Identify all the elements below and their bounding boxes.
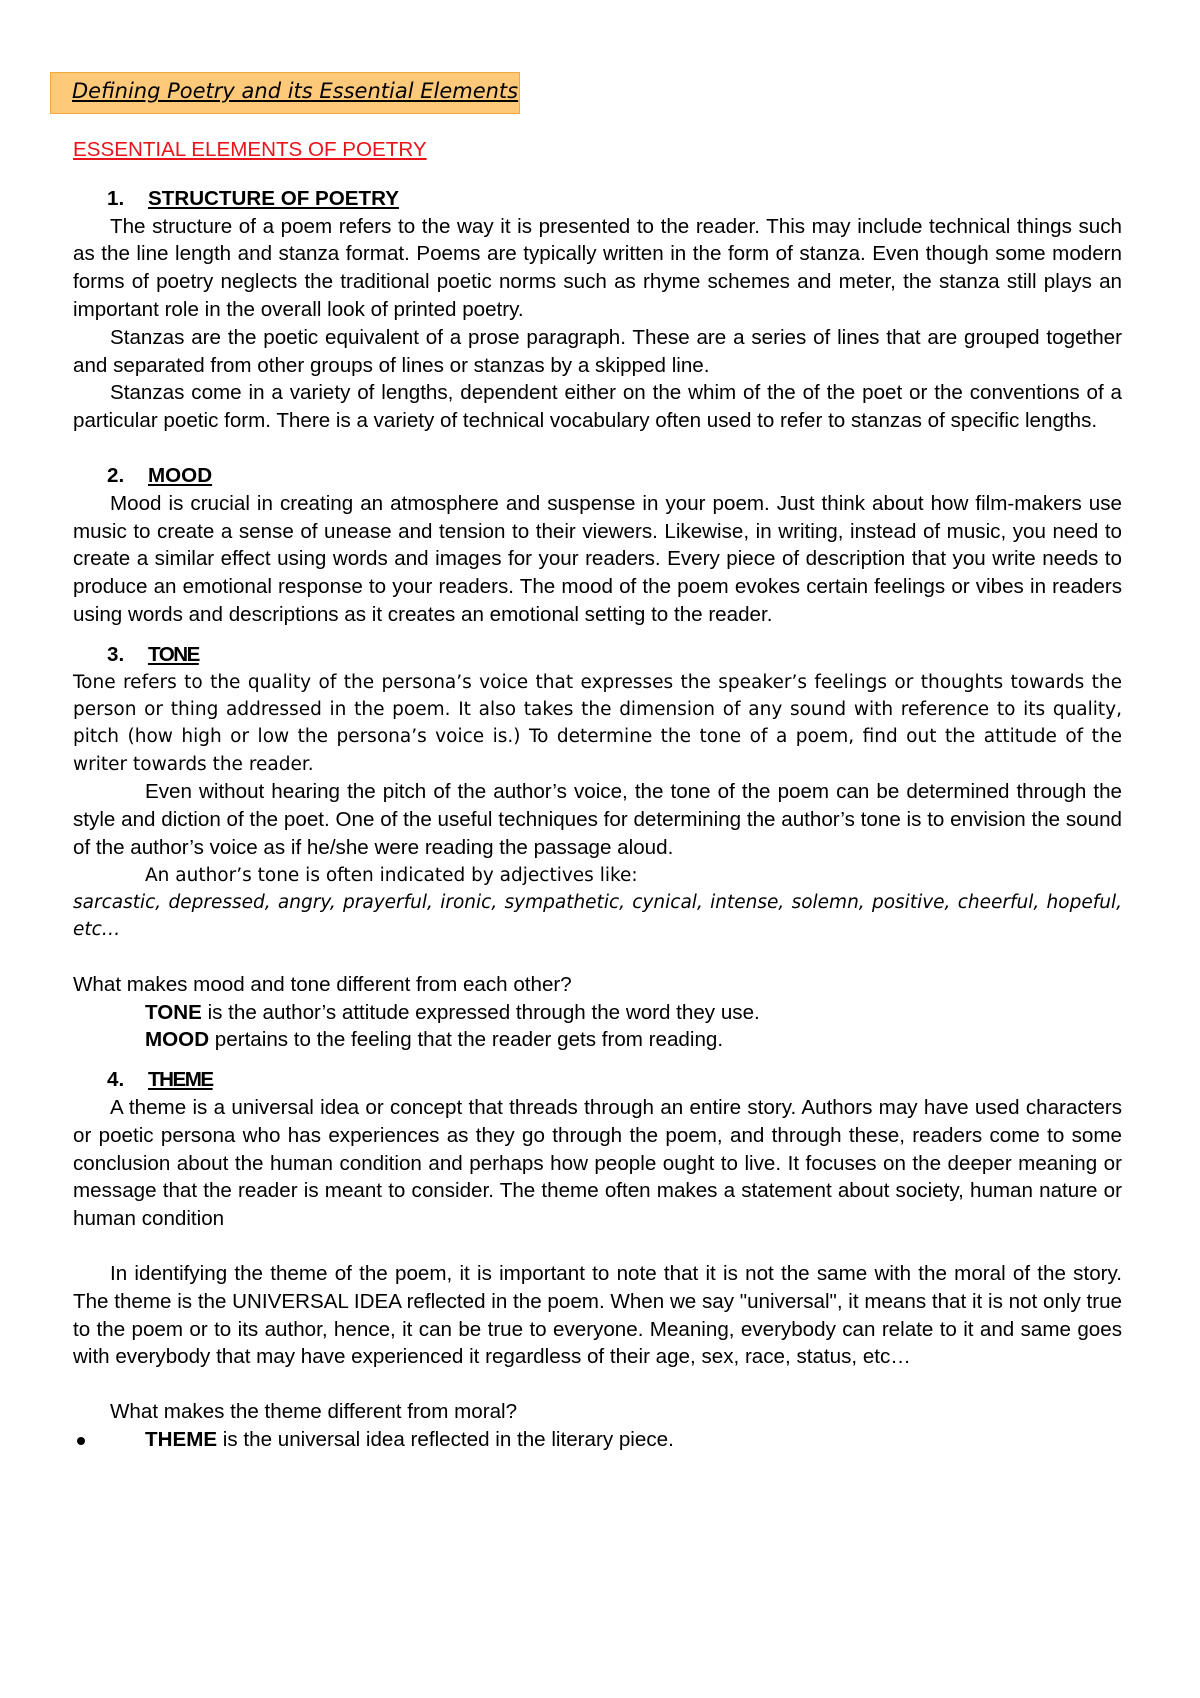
spacer [73,944,1122,971]
mood-number: 2. [107,463,125,487]
structure-paragraph-2: Stanzas are the poetic equivalent of a prose paragraph. These are a series of lines that are grouped together and separated from other groups of lines or stanzas by a skipped line. [73,325,1122,377]
tone-paragraph-2: Even without hearing the pitch of the author’s voice, the tone of the poem can be determined through the style and diction of the poet. One of the useful techniques for determining the author’s tone is to envision the sound of the author’s voice as if he/she were reading the passage aloud. [73,780,1122,859]
spacer [73,435,1122,462]
spacer [73,1233,1122,1260]
theme-label: THEME [148,1068,213,1092]
section-heading: ESSENTIAL ELEMENTS OF POETRY [73,138,427,161]
mood-label: MOOD [148,463,213,487]
structure-label: STRUCTURE OF POETRY [148,186,399,210]
bullet-icon [77,1437,85,1445]
tone-number: 3. [107,642,125,666]
structure-heading [73,185,1122,213]
theme-paragraph-2: In identifying the theme of the poem, it is important to note that it is not the same with the moral of the story. The theme is the UNIVERSAL IDEA reflected in the poem. When we say "universal", it means that it is not only true to the poem or to its author, hence, it can be true to everyone. Meaning, everybody can relate to it and same goes with everybody that may have experienced it regardless of their age, sex, race, status, etc… [73,1261,1122,1369]
theme-paragraph-1: A theme is a universal idea or concept that threads through an entire story. Authors may have used characters or poetic persona who has experiences as they go through the poem, and through these, readers come to some conclusion about the human condition and perhaps how people ought to live. It focuses on the deeper meaning or message that the reader is meant to consider. The theme often makes a statement about society, human nature or human condition [73,1095,1122,1231]
spacer [73,629,1122,641]
theme-bullet [73,1426,1122,1454]
difference-question: What makes mood and tone different from each other? [73,972,572,996]
theme-question: What makes the theme different from moral? [110,1400,518,1424]
tone-paragraph-3: An author’s tone is often indicated by adjectives like: [145,864,638,886]
tone-label: TONE [148,642,199,666]
theme-heading [73,1066,1122,1094]
spacer [73,1371,1122,1398]
document-body [73,136,1122,1454]
tone-adjectives: sarcastic, depressed, angry, prayerful, ironic, sympathetic, cynical, intense, solemn, positive, cheerful, hopeful, etc… [73,891,1122,941]
mood-term: MOOD [145,1028,210,1052]
structure-paragraph-3: Stanzas come in a variety of lengths, dependent either on the whim of the of the poet or the conventions of a particular poetic form. There is a variety of technical vocabulary often used to refer to stanzas of specific lengths. [73,381,1122,433]
theme-number: 4. [107,1068,125,1092]
mood-heading [73,462,1122,490]
structure-number: 1. [107,186,125,210]
tone-definition [73,999,1122,1027]
tone-definition-text: is the author’s attitude expressed through the word they use. [201,1000,760,1024]
tone-heading [73,641,1122,669]
tone-term: TONE [145,1000,202,1024]
spacer [73,1054,1122,1066]
structure-paragraph-1: The structure of a poem refers to the way it is presented to the reader. This may include technical things such as the line length and stanza format. Poems are typically written in the form of stanza. Even though some modern forms of poetry neglects the traditional poetic norms such as rhyme schemes and meter, the stanza still plays an important role in the overall look of printed poetry. [73,214,1122,321]
page-title: Defining Poetry and its Essential Elements [72,79,519,103]
theme-bullet-text: is the universal idea reflected in the literary piece. [217,1427,674,1451]
mood-definition-text: pertains to the feeling that the reader gets from reading. [209,1028,724,1052]
mood-definition [73,1026,1122,1054]
mood-paragraph: Mood is crucial in creating an atmosphere and suspense in your poem. Just think about how film-makers use music to create a sense of unease and tension to their viewers. Likewise, in writing, instead of music, you need to create a similar effect using words and images for your readers. Every piece of description that you write needs to produce an emotional response to your readers. The mood of the poem evokes certain feelings or vibes in readers using words and descriptions as it creates an emotional setting to the reader. [73,491,1122,626]
theme-term: THEME [145,1427,218,1451]
tone-paragraph-1: Tone refers to the quality of the persona’s voice that expresses the speaker’s feelings or thoughts towards the person or thing addressed in the poem. It also takes the dimension of any sound with reference to its quality, pitch (how high or low the persona’s voice is.) To determine the tone of a poem, find out the attitude of the writer towards the reader. [73,671,1122,775]
